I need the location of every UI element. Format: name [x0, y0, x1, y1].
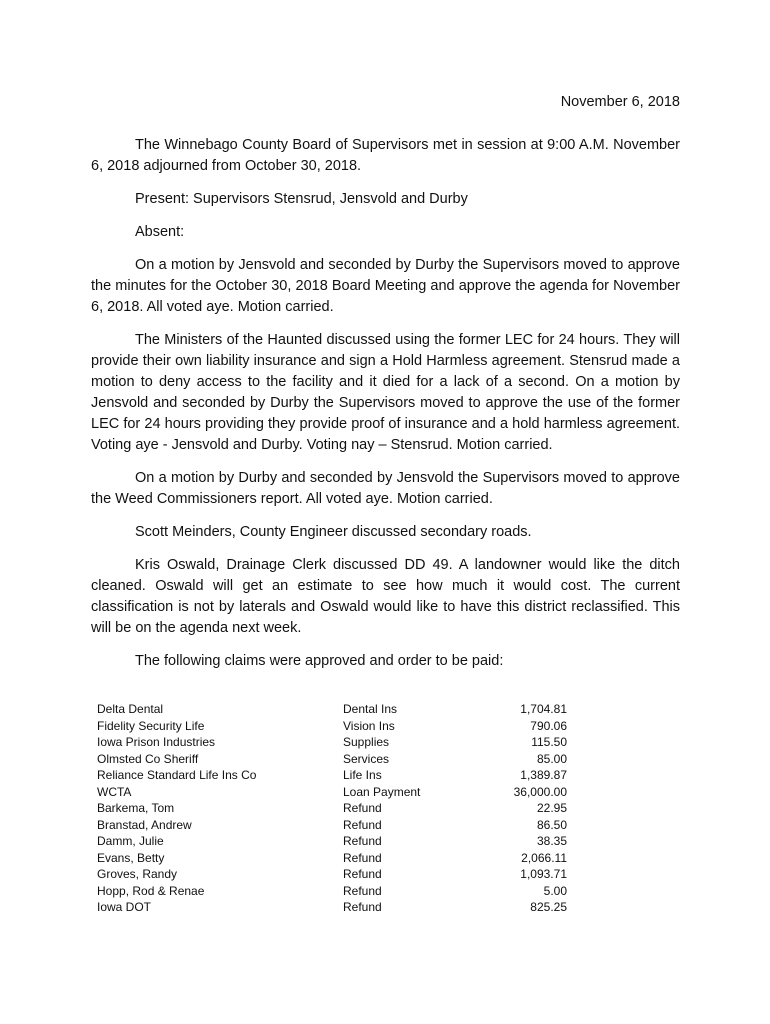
claims-intro: The following claims were approved and order to be paid:	[135, 653, 504, 669]
minutes-approval-paragraph: On a motion by Jensvold and seconded by Durby the Supervisors moved to approve the minutes for the October 30, 2018 Board Meeting and approve the agenda for November 6, 2018. All voted aye. Motion carried.	[91, 257, 680, 315]
claim-row	[97, 751, 567, 768]
claim-amount: 1,389.87	[520, 768, 567, 782]
claim-row	[97, 899, 567, 916]
claim-row	[97, 866, 567, 883]
claim-vendor: Damm, Julie	[97, 834, 164, 848]
secondary-roads-paragraph: Scott Meinders, County Engineer discussed secondary roads.	[135, 524, 532, 540]
claim-row	[97, 833, 567, 850]
claim-vendor: Delta Dental	[97, 702, 164, 716]
claim-description: Life Ins	[343, 768, 382, 782]
claim-amount: 790.06	[530, 718, 567, 733]
minutes-body	[91, 135, 680, 684]
claim-amount: 5.00	[543, 883, 567, 898]
claim-amount: 1,704.81	[520, 702, 567, 716]
claim-vendor: Iowa Prison Industries	[97, 735, 216, 749]
present-line: Present: Supervisors Stensrud, Jensvold and Durby	[135, 191, 468, 207]
claim-description: Supplies	[343, 735, 390, 749]
claim-row	[97, 883, 567, 900]
claim-row	[97, 734, 567, 751]
claim-vendor: Barkema, Tom	[97, 801, 175, 815]
weed-report-paragraph: On a motion by Durby and seconded by Jensvold the Supervisors moved to approve the Weed Commissioners report. All voted aye. Motion carried.	[91, 470, 680, 507]
claim-vendor: Hopp, Rod & Renae	[97, 883, 205, 898]
claim-description: Refund	[343, 900, 382, 914]
claim-amount: 22.95	[536, 801, 567, 815]
claim-description: Dental Ins	[343, 702, 398, 716]
claim-amount: 2,066.11	[521, 850, 567, 865]
claim-vendor: Fidelity Security Life	[97, 718, 205, 733]
claim-vendor: Groves, Randy	[97, 867, 178, 881]
claim-row	[97, 800, 567, 817]
claim-amount: 115.50	[531, 735, 567, 749]
claim-description: Services	[343, 751, 390, 766]
meeting-date: November 6, 2018	[560, 94, 680, 110]
claim-row	[97, 850, 567, 867]
claim-amount: 86.50	[536, 817, 567, 832]
claim-vendor: Evans, Betty	[97, 850, 165, 865]
claim-amount: 85.00	[536, 751, 567, 766]
claim-amount: 38.35	[536, 834, 567, 848]
drainage-paragraph: Kris Oswald, Drainage Clerk discussed DD 49. A landowner would like the ditch cleaned. Oswald will get an estimate to see how much it would cost. The current classification is not by laterals and Oswald would like to have this district reclassified. This will be on the agenda next week.	[91, 557, 680, 636]
claim-row	[97, 701, 567, 718]
claim-amount: 36,000.00	[513, 784, 567, 799]
claim-vendor: Olmsted Co Sheriff	[97, 751, 199, 766]
claim-vendor: Branstad, Andrew	[97, 817, 192, 832]
claim-vendor: WCTA	[97, 784, 132, 799]
claim-description: Refund	[343, 867, 382, 881]
claim-vendor: Reliance Standard Life Ins Co	[97, 768, 257, 782]
claim-description: Refund	[343, 834, 382, 848]
claim-amount: 1,093.71	[520, 867, 567, 881]
claim-description: Refund	[343, 883, 382, 898]
claim-amount: 825.25	[530, 900, 567, 914]
absent-line: Absent:	[135, 224, 185, 240]
intro-paragraph: The Winnebago County Board of Supervisors met in session at 9:00 A.M. November 6, 2018 adjourned from October 30, 2018.	[91, 137, 680, 174]
claim-row	[97, 784, 567, 801]
claims-table	[97, 701, 567, 916]
claim-vendor: Iowa DOT	[97, 900, 152, 914]
claim-row	[97, 817, 567, 834]
claim-description: Refund	[343, 850, 382, 865]
claim-description: Refund	[343, 817, 382, 832]
claim-row	[97, 718, 567, 735]
claim-description: Vision Ins	[343, 718, 395, 733]
claim-description: Loan Payment	[343, 784, 421, 799]
claim-description: Refund	[343, 801, 382, 815]
claim-row	[97, 767, 567, 784]
haunted-lec-paragraph: The Ministers of the Haunted discussed using the former LEC for 24 hours. They will provide their own liability insurance and sign a Hold Harmless agreement. Stensrud made a motion to deny access to the facility and it died for a lack of a second. On a motion by Jensvold and seconded by Durby the Supervisors moved to approve the use of the former LEC for 24 hours providing they provide proof of insurance and a hold harmless agreement. Voting aye - Jensvold and Durby. Voting nay – Stensrud. Motion carried.	[91, 332, 680, 453]
